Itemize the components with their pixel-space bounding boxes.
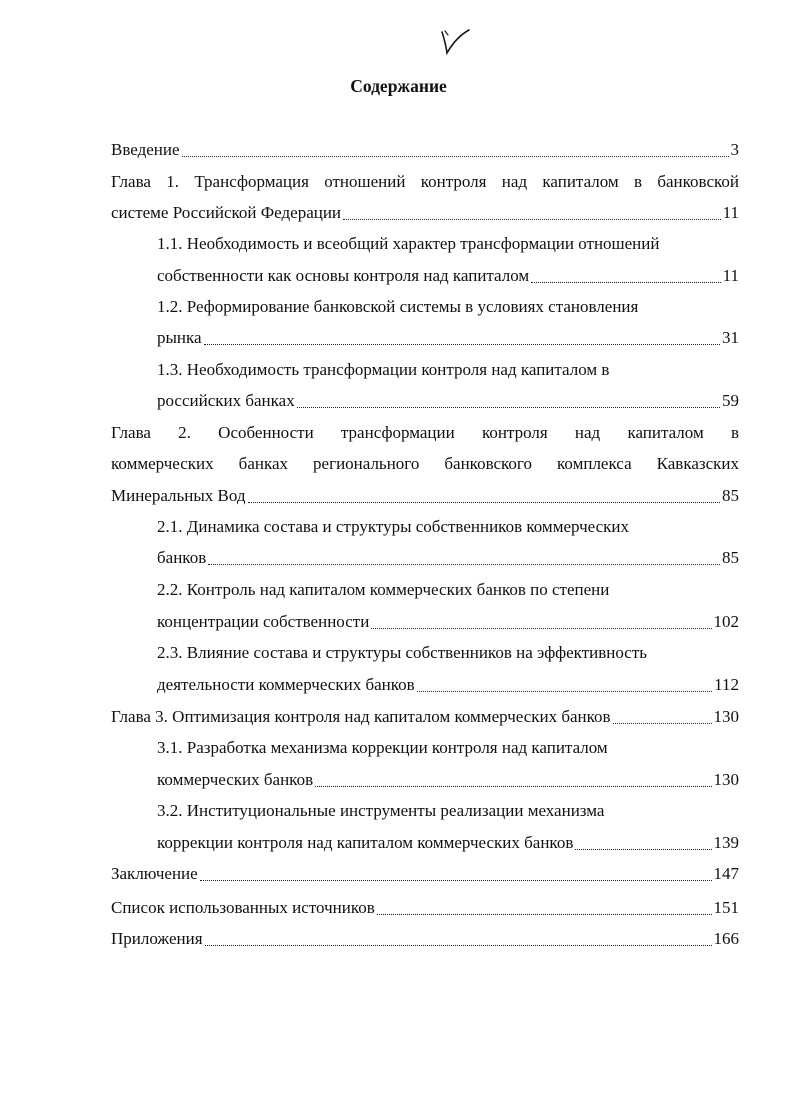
toc-entry-text: коррекции контроля над капиталом коммерческих банков (157, 833, 574, 852)
toc-entry-chapter-3 (111, 705, 739, 729)
toc-entry-text: Введение (111, 140, 180, 159)
toc-entry-chapter-1-line-1: Глава 1. Трансформация отношений контроля над капиталом в банковской (111, 172, 739, 191)
toc-page-number: 130 (713, 770, 739, 789)
dot-leader (531, 282, 720, 283)
dot-leader (371, 628, 711, 629)
toc-page-number: 31 (722, 328, 739, 347)
toc-entry-text: рынка (157, 328, 202, 347)
toc-entry-1-3 (157, 389, 739, 413)
toc-entry-text: собственности как основы контроля над капиталом (157, 266, 530, 285)
toc-entry-text: банков (157, 548, 207, 567)
toc-entry-text: 1.3. Необходимость трансформации контроля над капиталом в (157, 360, 610, 379)
toc-entry-2-3-line-1 (157, 641, 739, 665)
dot-leader (343, 219, 721, 220)
toc-entry-text: Приложения (111, 929, 203, 948)
toc-entry-text: деятельности коммерческих банков (157, 675, 415, 694)
toc-entry-1-1-line-1 (157, 232, 739, 256)
toc-entry-text: 3.1. Разработка механизма коррекции контроля над капиталом (157, 738, 608, 757)
toc-entry-text: Заключение (111, 864, 198, 883)
toc-entry-text: коммерческих банков (157, 770, 314, 789)
toc-entry-3-2-line-1 (157, 799, 739, 823)
toc-page-number: 11 (722, 203, 739, 222)
toc-entry-2-2 (157, 610, 739, 634)
toc-entry-text: 1.2. Реформирование банковской системы в условиях становления (157, 297, 639, 316)
toc-entry-2-2-line-1 (157, 578, 739, 602)
toc-entry-chapter-2-line-2: коммерческих банках регионального банковского комплекса Кавказских (111, 454, 739, 473)
toc-entry-chapter-2 (111, 484, 739, 508)
toc-entry-2-1-line-1 (157, 515, 739, 539)
toc-page-number: 59 (722, 391, 739, 410)
handwritten-page-mark (436, 26, 472, 56)
toc-entry-text: Минеральных Вод (111, 486, 246, 505)
toc-entry-2-3 (157, 673, 739, 697)
dot-leader (204, 344, 720, 345)
toc-entry-1-2-line-1 (157, 295, 739, 319)
toc-entry-2-1 (157, 546, 739, 570)
dot-leader (248, 502, 720, 503)
toc-entry-1-1 (157, 264, 739, 288)
toc-page-number: 130 (713, 707, 739, 726)
toc-entry-text: концентрации собственности (157, 612, 370, 631)
page-title: Содержание (350, 76, 447, 96)
dot-leader (613, 723, 712, 724)
toc-entry-3-1 (157, 768, 739, 792)
toc-entry-text: 2.3. Влияние состава и структуры собственников на эффективность (157, 643, 648, 662)
dot-leader (205, 945, 712, 946)
toc-entry-text: Список использованных источников (111, 898, 375, 917)
toc-entry-references (111, 896, 739, 920)
dot-leader (208, 564, 720, 565)
toc-page-number: 102 (713, 612, 739, 631)
toc-entry-conclusion (111, 862, 739, 886)
toc-page-number: 112 (714, 675, 739, 694)
toc-entry-chapter-1 (111, 201, 739, 225)
toc-entry-text: 2.2. Контроль над капиталом коммерческих банков по степени (157, 580, 610, 599)
dot-leader (200, 880, 712, 881)
toc-entry-1-3-line-1 (157, 358, 739, 382)
dot-leader (377, 914, 712, 915)
toc-page-number: 3 (730, 140, 739, 159)
toc-page-number: 85 (722, 548, 739, 567)
dot-leader (417, 691, 712, 692)
toc-page-number: 85 (722, 486, 739, 505)
toc-page-number: 11 (722, 266, 739, 285)
toc-entry-text: Глава 3. Оптимизация контроля над капиталом коммерческих банков (111, 707, 611, 726)
toc-entry-text: 1.1. Необходимость и всеобщий характер трансформации отношений (157, 234, 660, 253)
toc-page-number: 151 (713, 898, 739, 917)
toc-entry-3-2 (157, 831, 739, 855)
toc-entry-introduction (111, 138, 739, 162)
toc-page-number: 166 (713, 929, 739, 948)
toc-entry-text: российских банках (157, 391, 295, 410)
toc-entry-appendices (111, 927, 739, 951)
toc-entry-text: системе Российской Федерации (111, 203, 342, 222)
toc-page-number: 139 (713, 833, 739, 852)
toc-page-number: 147 (713, 864, 739, 883)
dot-leader (575, 849, 711, 850)
toc-entry-1-2 (157, 326, 739, 350)
toc-entry-text: 2.1. Динамика состава и структуры собственников коммерческих (157, 517, 629, 536)
toc-entry-text: 3.2. Институциональные инструменты реализации механизма (157, 801, 605, 820)
toc-entry-3-1-line-1 (157, 736, 739, 760)
dot-leader (297, 407, 720, 408)
dot-leader (182, 156, 729, 157)
toc-entry-chapter-2-line-1: Глава 2. Особенности трансформации контроля над капиталом в (111, 423, 739, 442)
dot-leader (315, 786, 711, 787)
